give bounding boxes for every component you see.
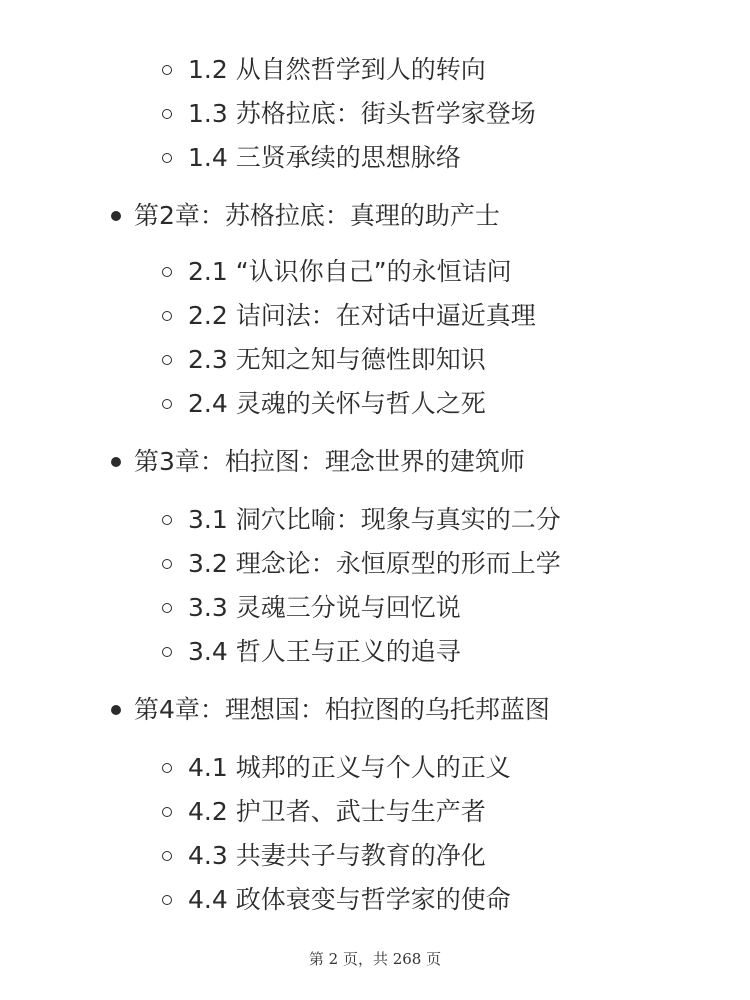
- toc-section-label: 3.2 理念论：永恒原型的形而上学: [188, 549, 561, 578]
- toc-section-label: 3.3 灵魂三分说与回忆说: [188, 593, 461, 622]
- disc-bullet-icon: [111, 211, 121, 221]
- toc-chapter-label: 第3章：柏拉图：理念世界的建筑师: [134, 447, 525, 476]
- toc-section-label: 4.1 城邦的正义与个人的正义: [188, 753, 511, 782]
- toc-section-label: 1.4 三贤承续的思想脉络: [188, 143, 461, 172]
- toc-section-label: 4.4 政体衰变与哲学家的使命: [188, 885, 511, 914]
- circle-bullet-icon: [162, 515, 172, 525]
- circle-bullet-icon: [162, 355, 172, 365]
- toc-section-label: 2.4 灵魂的关怀与哲人之死: [188, 389, 486, 418]
- circle-bullet-icon: [162, 851, 172, 861]
- circle-bullet-icon: [162, 807, 172, 817]
- toc-section-label: 1.2 从自然哲学到人的转向: [188, 55, 486, 84]
- toc-section-label: 4.3 共妻共子与教育的净化: [188, 841, 486, 870]
- toc-section-label: 2.3 无知之知与德性即知识: [188, 345, 486, 374]
- circle-bullet-icon: [162, 763, 172, 773]
- circle-bullet-icon: [162, 895, 172, 905]
- circle-bullet-icon: [162, 647, 172, 657]
- circle-bullet-icon: [162, 559, 172, 569]
- circle-bullet-icon: [162, 603, 172, 613]
- toc-section-label: 4.2 护卫者、武士与生产者: [188, 797, 486, 826]
- circle-bullet-icon: [162, 311, 172, 321]
- toc-chapter-label: 第4章：理想国：柏拉图的乌托邦蓝图: [134, 695, 550, 724]
- page-number-footer: 第 2 页，共 268 页: [308, 950, 442, 968]
- toc-section-label: 3.4 哲人王与正义的追寻: [188, 637, 461, 666]
- circle-bullet-icon: [162, 267, 172, 277]
- toc-section-label: 1.3 苏格拉底：街头哲学家登场: [188, 99, 536, 128]
- circle-bullet-icon: [162, 153, 172, 163]
- toc-section-label: 3.1 洞穴比喻：现象与真实的二分: [188, 505, 561, 534]
- toc-section-label: 2.1 “认识你自己”的永恒诘问: [188, 257, 512, 286]
- disc-bullet-icon: [111, 457, 121, 467]
- circle-bullet-icon: [162, 399, 172, 409]
- toc-chapter-label: 第2章：苏格拉底：真理的助产士: [134, 201, 500, 230]
- disc-bullet-icon: [111, 705, 121, 715]
- circle-bullet-icon: [162, 109, 172, 119]
- toc-section-label: 2.2 诘问法：在对话中逼近真理: [188, 301, 536, 330]
- circle-bullet-icon: [162, 65, 172, 75]
